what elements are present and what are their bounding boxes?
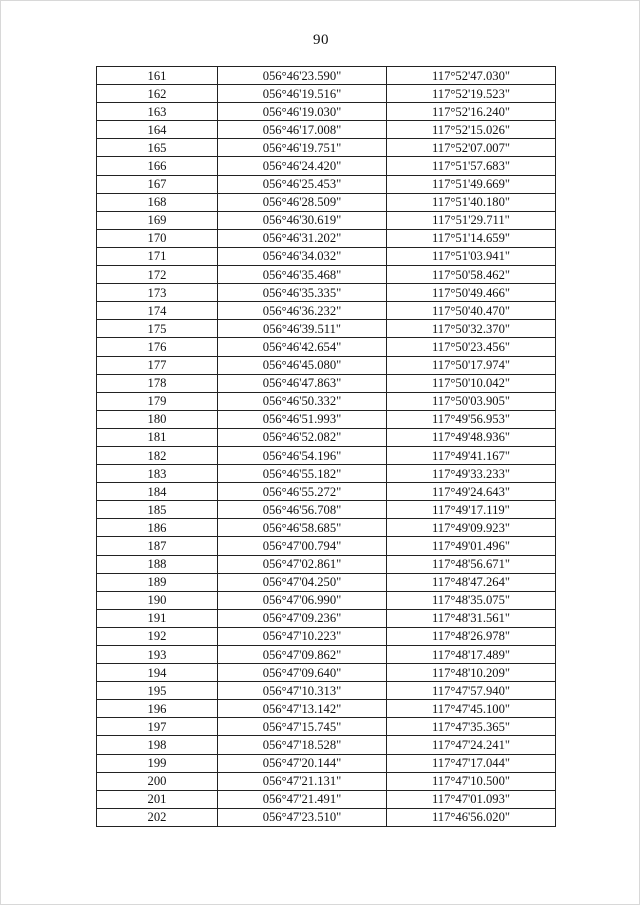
point-number-cell: 189 bbox=[97, 573, 218, 591]
point-number-cell: 197 bbox=[97, 718, 218, 736]
latitude-cell: 056°47'09.236" bbox=[218, 609, 387, 627]
longitude-cell: 117°50'03.905" bbox=[387, 392, 556, 410]
longitude-cell: 117°49'48.936" bbox=[387, 428, 556, 446]
table-row bbox=[97, 410, 556, 428]
latitude-cell: 056°46'30.619" bbox=[218, 211, 387, 229]
latitude-cell: 056°47'23.510" bbox=[218, 808, 387, 826]
point-number-cell: 167 bbox=[97, 175, 218, 193]
table-row bbox=[97, 483, 556, 501]
point-number-cell: 170 bbox=[97, 229, 218, 247]
longitude-cell: 117°48'17.489" bbox=[387, 646, 556, 664]
latitude-cell: 056°47'09.640" bbox=[218, 664, 387, 682]
table-row bbox=[97, 646, 556, 664]
point-number-cell: 192 bbox=[97, 627, 218, 645]
table-row bbox=[97, 772, 556, 790]
point-number-cell: 185 bbox=[97, 501, 218, 519]
latitude-cell: 056°47'15.745" bbox=[218, 718, 387, 736]
table-row bbox=[97, 247, 556, 265]
table-row bbox=[97, 573, 556, 591]
point-number-cell: 194 bbox=[97, 664, 218, 682]
table-row bbox=[97, 85, 556, 103]
latitude-cell: 056°46'58.685" bbox=[218, 519, 387, 537]
point-number-cell: 182 bbox=[97, 446, 218, 464]
table-row bbox=[97, 736, 556, 754]
point-number-cell: 162 bbox=[97, 85, 218, 103]
table-row bbox=[97, 808, 556, 826]
table-row bbox=[97, 193, 556, 211]
latitude-cell: 056°47'13.142" bbox=[218, 700, 387, 718]
latitude-cell: 056°46'50.332" bbox=[218, 392, 387, 410]
latitude-cell: 056°46'55.182" bbox=[218, 465, 387, 483]
latitude-cell: 056°46'34.032" bbox=[218, 247, 387, 265]
point-number-cell: 165 bbox=[97, 139, 218, 157]
longitude-cell: 117°51'29.711" bbox=[387, 211, 556, 229]
point-number-cell: 174 bbox=[97, 302, 218, 320]
latitude-cell: 056°47'21.131" bbox=[218, 772, 387, 790]
longitude-cell: 117°52'15.026" bbox=[387, 121, 556, 139]
coordinates-table-body bbox=[97, 67, 556, 827]
point-number-cell: 187 bbox=[97, 537, 218, 555]
point-number-cell: 177 bbox=[97, 356, 218, 374]
latitude-cell: 056°46'28.509" bbox=[218, 193, 387, 211]
table-row bbox=[97, 664, 556, 682]
point-number-cell: 181 bbox=[97, 428, 218, 446]
table-row bbox=[97, 682, 556, 700]
latitude-cell: 056°47'02.861" bbox=[218, 555, 387, 573]
longitude-cell: 117°50'32.370" bbox=[387, 320, 556, 338]
point-number-cell: 161 bbox=[97, 67, 218, 85]
table-row bbox=[97, 139, 556, 157]
longitude-cell: 117°50'17.974" bbox=[387, 356, 556, 374]
table-row bbox=[97, 121, 556, 139]
longitude-cell: 117°47'24.241" bbox=[387, 736, 556, 754]
longitude-cell: 117°50'40.470" bbox=[387, 302, 556, 320]
latitude-cell: 056°46'19.751" bbox=[218, 139, 387, 157]
latitude-cell: 056°46'31.202" bbox=[218, 229, 387, 247]
point-number-cell: 186 bbox=[97, 519, 218, 537]
table-row bbox=[97, 67, 556, 85]
latitude-cell: 056°46'24.420" bbox=[218, 157, 387, 175]
table-row bbox=[97, 356, 556, 374]
longitude-cell: 117°47'35.365" bbox=[387, 718, 556, 736]
latitude-cell: 056°47'18.528" bbox=[218, 736, 387, 754]
longitude-cell: 117°49'01.496" bbox=[387, 537, 556, 555]
point-number-cell: 196 bbox=[97, 700, 218, 718]
table-row bbox=[97, 555, 556, 573]
longitude-cell: 117°52'07.007" bbox=[387, 139, 556, 157]
point-number-cell: 199 bbox=[97, 754, 218, 772]
table-row bbox=[97, 446, 556, 464]
longitude-cell: 117°50'10.042" bbox=[387, 374, 556, 392]
point-number-cell: 172 bbox=[97, 266, 218, 284]
point-number-cell: 184 bbox=[97, 483, 218, 501]
point-number-cell: 193 bbox=[97, 646, 218, 664]
point-number-cell: 179 bbox=[97, 392, 218, 410]
latitude-cell: 056°47'06.990" bbox=[218, 591, 387, 609]
latitude-cell: 056°47'10.313" bbox=[218, 682, 387, 700]
longitude-cell: 117°50'49.466" bbox=[387, 284, 556, 302]
longitude-cell: 117°46'56.020" bbox=[387, 808, 556, 826]
point-number-cell: 180 bbox=[97, 410, 218, 428]
longitude-cell: 117°48'35.075" bbox=[387, 591, 556, 609]
longitude-cell: 117°48'10.209" bbox=[387, 664, 556, 682]
table-row bbox=[97, 175, 556, 193]
point-number-cell: 201 bbox=[97, 790, 218, 808]
latitude-cell: 056°46'23.590" bbox=[218, 67, 387, 85]
table-row bbox=[97, 700, 556, 718]
table-row bbox=[97, 284, 556, 302]
table-row bbox=[97, 465, 556, 483]
table-row bbox=[97, 392, 556, 410]
point-number-cell: 169 bbox=[97, 211, 218, 229]
table-row bbox=[97, 609, 556, 627]
latitude-cell: 056°46'36.232" bbox=[218, 302, 387, 320]
longitude-cell: 117°49'17.119" bbox=[387, 501, 556, 519]
table-row bbox=[97, 718, 556, 736]
point-number-cell: 175 bbox=[97, 320, 218, 338]
latitude-cell: 056°47'09.862" bbox=[218, 646, 387, 664]
point-number-cell: 163 bbox=[97, 103, 218, 121]
table-row bbox=[97, 519, 556, 537]
point-number-cell: 190 bbox=[97, 591, 218, 609]
table-row bbox=[97, 627, 556, 645]
latitude-cell: 056°47'04.250" bbox=[218, 573, 387, 591]
latitude-cell: 056°46'39.511" bbox=[218, 320, 387, 338]
coordinates-table bbox=[96, 66, 556, 827]
longitude-cell: 117°47'01.093" bbox=[387, 790, 556, 808]
latitude-cell: 056°46'35.335" bbox=[218, 284, 387, 302]
latitude-cell: 056°46'56.708" bbox=[218, 501, 387, 519]
longitude-cell: 117°49'33.233" bbox=[387, 465, 556, 483]
table-row bbox=[97, 157, 556, 175]
latitude-cell: 056°46'35.468" bbox=[218, 266, 387, 284]
point-number-cell: 173 bbox=[97, 284, 218, 302]
point-number-cell: 195 bbox=[97, 682, 218, 700]
longitude-cell: 117°48'56.671" bbox=[387, 555, 556, 573]
longitude-cell: 117°48'26.978" bbox=[387, 627, 556, 645]
longitude-cell: 117°47'45.100" bbox=[387, 700, 556, 718]
table-row bbox=[97, 374, 556, 392]
longitude-cell: 117°47'10.500" bbox=[387, 772, 556, 790]
longitude-cell: 117°50'58.462" bbox=[387, 266, 556, 284]
latitude-cell: 056°46'51.993" bbox=[218, 410, 387, 428]
table-row bbox=[97, 103, 556, 121]
longitude-cell: 117°48'47.264" bbox=[387, 573, 556, 591]
point-number-cell: 164 bbox=[97, 121, 218, 139]
table-row bbox=[97, 591, 556, 609]
longitude-cell: 117°49'24.643" bbox=[387, 483, 556, 501]
longitude-cell: 117°51'57.683" bbox=[387, 157, 556, 175]
longitude-cell: 117°49'41.167" bbox=[387, 446, 556, 464]
table-row bbox=[97, 428, 556, 446]
longitude-cell: 117°47'57.940" bbox=[387, 682, 556, 700]
latitude-cell: 056°46'45.080" bbox=[218, 356, 387, 374]
point-number-cell: 191 bbox=[97, 609, 218, 627]
table-row bbox=[97, 266, 556, 284]
latitude-cell: 056°46'55.272" bbox=[218, 483, 387, 501]
longitude-cell: 117°51'14.659" bbox=[387, 229, 556, 247]
table-row bbox=[97, 537, 556, 555]
point-number-cell: 171 bbox=[97, 247, 218, 265]
latitude-cell: 056°46'19.516" bbox=[218, 85, 387, 103]
longitude-cell: 117°51'03.941" bbox=[387, 247, 556, 265]
longitude-cell: 117°49'09.923" bbox=[387, 519, 556, 537]
longitude-cell: 117°49'56.953" bbox=[387, 410, 556, 428]
longitude-cell: 117°47'17.044" bbox=[387, 754, 556, 772]
latitude-cell: 056°47'10.223" bbox=[218, 627, 387, 645]
table-row bbox=[97, 211, 556, 229]
table-row bbox=[97, 790, 556, 808]
table-row bbox=[97, 229, 556, 247]
table-row bbox=[97, 320, 556, 338]
longitude-cell: 117°52'16.240" bbox=[387, 103, 556, 121]
latitude-cell: 056°46'52.082" bbox=[218, 428, 387, 446]
latitude-cell: 056°46'42.654" bbox=[218, 338, 387, 356]
latitude-cell: 056°46'17.008" bbox=[218, 121, 387, 139]
longitude-cell: 117°52'19.523" bbox=[387, 85, 556, 103]
point-number-cell: 178 bbox=[97, 374, 218, 392]
latitude-cell: 056°46'25.453" bbox=[218, 175, 387, 193]
latitude-cell: 056°46'47.863" bbox=[218, 374, 387, 392]
point-number-cell: 176 bbox=[97, 338, 218, 356]
latitude-cell: 056°46'54.196" bbox=[218, 446, 387, 464]
latitude-cell: 056°47'20.144" bbox=[218, 754, 387, 772]
table-row bbox=[97, 302, 556, 320]
latitude-cell: 056°47'00.794" bbox=[218, 537, 387, 555]
page-number: 90 bbox=[313, 32, 329, 48]
point-number-cell: 168 bbox=[97, 193, 218, 211]
table-row bbox=[97, 338, 556, 356]
latitude-cell: 056°46'19.030" bbox=[218, 103, 387, 121]
point-number-cell: 198 bbox=[97, 736, 218, 754]
longitude-cell: 117°50'23.456" bbox=[387, 338, 556, 356]
point-number-cell: 166 bbox=[97, 157, 218, 175]
table-row bbox=[97, 754, 556, 772]
longitude-cell: 117°51'40.180" bbox=[387, 193, 556, 211]
point-number-cell: 202 bbox=[97, 808, 218, 826]
table-row bbox=[97, 501, 556, 519]
longitude-cell: 117°48'31.561" bbox=[387, 609, 556, 627]
point-number-cell: 200 bbox=[97, 772, 218, 790]
point-number-cell: 188 bbox=[97, 555, 218, 573]
latitude-cell: 056°47'21.491" bbox=[218, 790, 387, 808]
point-number-cell: 183 bbox=[97, 465, 218, 483]
longitude-cell: 117°52'47.030" bbox=[387, 67, 556, 85]
longitude-cell: 117°51'49.669" bbox=[387, 175, 556, 193]
